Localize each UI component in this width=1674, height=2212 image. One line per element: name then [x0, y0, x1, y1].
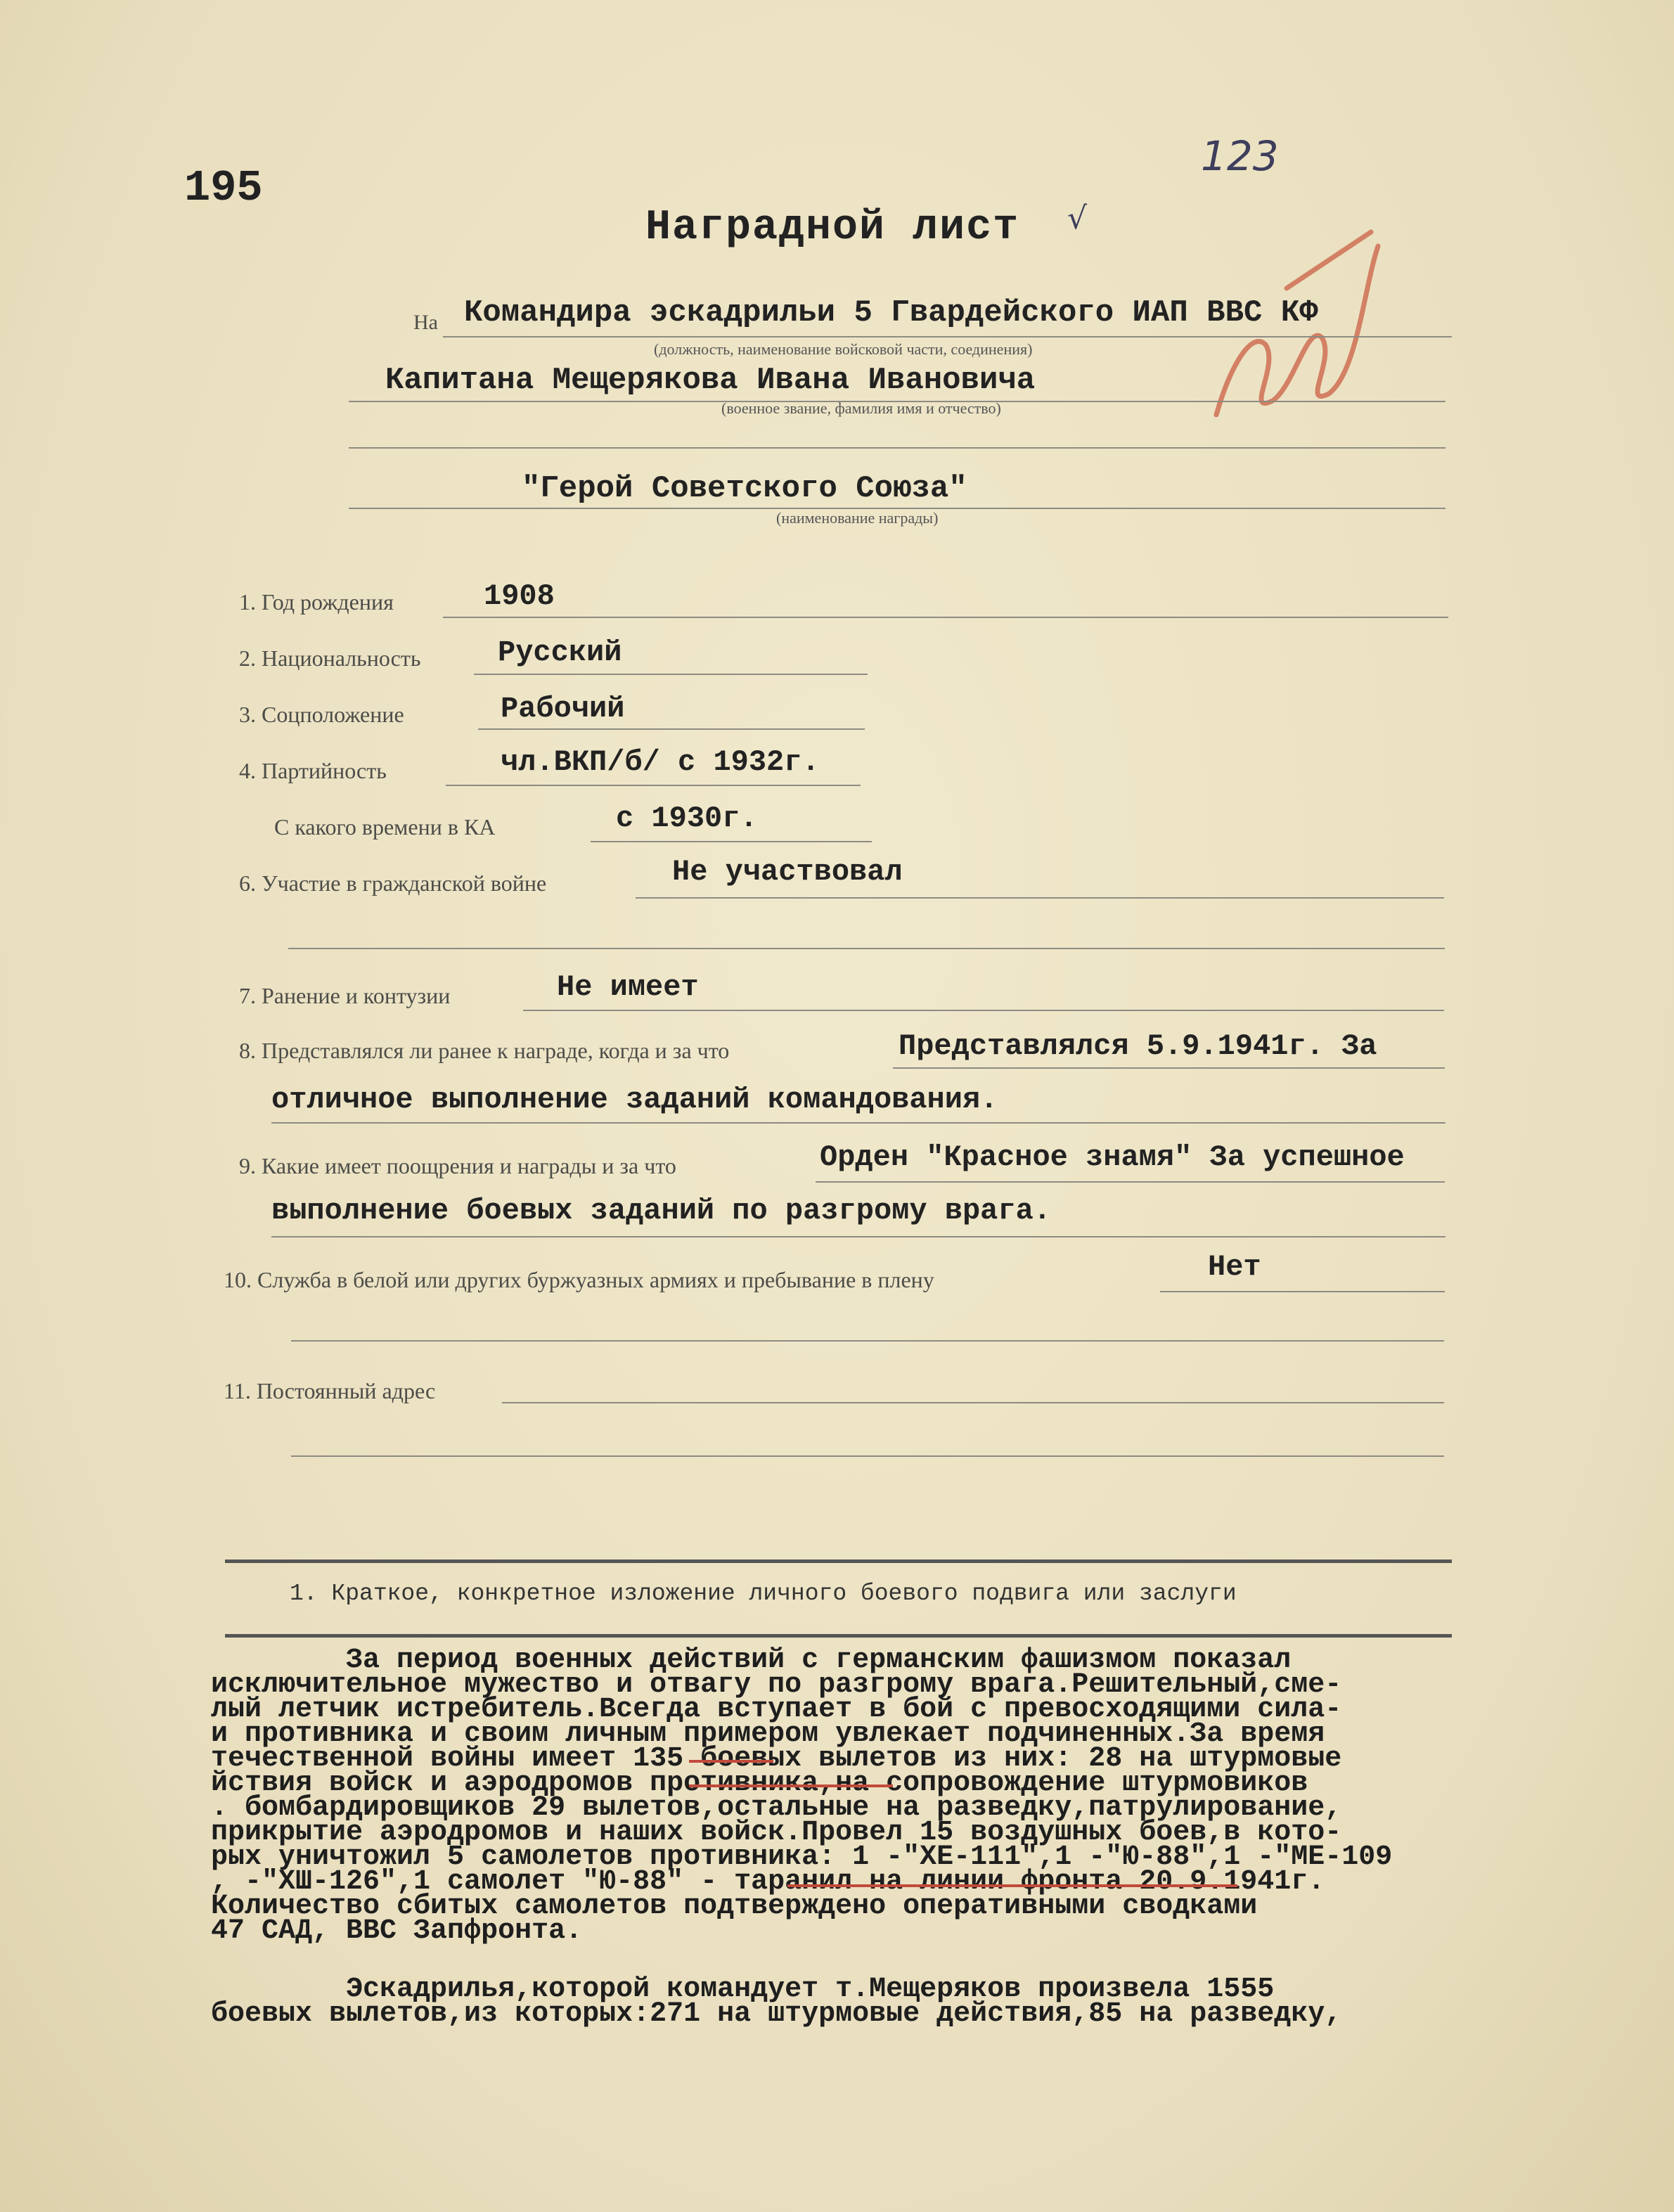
- section-heading: 1. Краткое, конкретное изложение личного боевого подвига или заслуги: [290, 1581, 1237, 1607]
- position-underline: [443, 336, 1452, 337]
- narrative-line: прикрытие аэродромов и наших войск.Провел 15 воздушных боев,в кото-: [211, 1817, 1342, 1848]
- archive-number: 123: [1201, 132, 1279, 180]
- field-line-awards: [816, 1181, 1445, 1183]
- field-line-birth-year: [443, 617, 1448, 618]
- section-bottom-rule: [225, 1634, 1452, 1638]
- field-value-awards-2: выполнение боевых заданий по разгрому врага.: [271, 1194, 1051, 1228]
- field-line-address-2: [291, 1455, 1444, 1457]
- narrative-line: и противника и своим личным примером увлекает подчиненных.За время: [211, 1718, 1325, 1750]
- field-line-previous-award: [893, 1067, 1445, 1069]
- field-label-previous-award: 8. Представлялся ли ранее к награде, когда и за что: [239, 1038, 730, 1063]
- award-name: "Герой Советского Союза": [522, 471, 967, 506]
- field-label-address: 11. Постоянный адрес: [224, 1378, 436, 1403]
- field-label-white-army: 10. Служба в белой или других буржуазных армиях и пребывание в плену: [224, 1267, 934, 1292]
- award-caption: (наименование награды): [776, 509, 939, 527]
- field-value-previous-award: Представлялся 5.9.1941г. За: [899, 1029, 1377, 1063]
- blank-line-1: [349, 447, 1446, 449]
- field-label-birth-year: 1. Год рождения: [239, 589, 394, 615]
- red-underline: [689, 1760, 773, 1763]
- narrative-line: течественной войны имеет 135 боевых вылетов из них: 28 на штурмовые: [211, 1743, 1342, 1775]
- section-top-rule: [225, 1560, 1452, 1563]
- page-number: 195: [184, 163, 263, 213]
- narrative-line: рых уничтожил 5 самолетов противника: 1 -"ХЕ-111",1 -"Ю-88",1 -"МЕ-109: [211, 1841, 1393, 1873]
- red-underline: [689, 1785, 893, 1787]
- field-label-social-status: 3. Соцположение: [239, 702, 404, 727]
- red-underline: [787, 1884, 1237, 1887]
- field-line-white-army-2: [291, 1340, 1444, 1342]
- narrative-line: исключительное мужество и отвагу по разгрому врага.Решительный,сме-: [211, 1669, 1342, 1701]
- narrative-line: Эскадрилья,которой командует т.Мещеряков произвела 1555: [211, 1974, 1275, 2005]
- recipient-name: Капитана Мещерякова Ивана Ивановича: [385, 363, 1036, 398]
- field-label-army-since: С какого времени в КА: [274, 814, 496, 840]
- field-line-address: [502, 1402, 1444, 1403]
- field-line-civil-war-2: [288, 948, 1445, 949]
- field-line-awards-2: [271, 1236, 1446, 1237]
- field-line-wounds: [523, 1010, 1444, 1011]
- field-label-civil-war: 6. Участие в гражданской войне: [239, 870, 547, 896]
- narrative-line: йствия войск и аэродромов противника,на сопровождение штурмовиков: [211, 1768, 1308, 1799]
- narrative-line: лый летчик истребитель.Всегда вступает в бой с превосходящими сила-: [211, 1694, 1342, 1725]
- field-line-white-army: [1160, 1291, 1445, 1292]
- field-value-civil-war: Не участвовал: [672, 855, 903, 889]
- field-line-social-status: [478, 728, 865, 730]
- field-value-party: чл.ВКП/б/ с 1932г.: [501, 745, 820, 779]
- field-value-previous-award-2: отличное выполнение заданий командования.: [271, 1083, 998, 1117]
- field-value-wounds: Не имеет: [557, 970, 699, 1004]
- check-mark: √: [1067, 200, 1088, 236]
- narrative-line: За период военных действий с германским фашизмом показал: [211, 1645, 1292, 1676]
- position-caption: (должность, наименование войсковой части, соединения): [654, 340, 1033, 358]
- field-value-white-army: Нет: [1208, 1250, 1261, 1284]
- field-line-army-since: [591, 841, 872, 842]
- narrative-line: 47 САД, ВВС Запфронта.: [211, 1915, 583, 1947]
- recipient-position: Командира эскадрильи 5 Гвардейского ИАП ВВС КФ: [464, 295, 1318, 330]
- field-label-party: 4. Партийность: [239, 758, 387, 783]
- field-label-awards: 9. Какие имеет поощрения и награды и за что: [239, 1153, 676, 1178]
- narrative-line: боевых вылетов,из которых:271 на штурмовые действия,85 на разведку,: [211, 1998, 1342, 2030]
- field-line-party: [446, 785, 861, 786]
- field-value-army-since: с 1930г.: [616, 802, 758, 835]
- narrative-line: . бомбардировщиков 29 вылетов,остальные на разведку,патрулирование,: [211, 1792, 1342, 1824]
- field-label-nationality: 2. Национальность: [239, 645, 421, 671]
- field-label-wounds: 7. Ранение и контузии: [239, 983, 451, 1008]
- field-value-nationality: Русский: [498, 636, 622, 669]
- recipient-prefix: На: [413, 311, 438, 334]
- field-value-awards: Орден "Красное знамя" За успешное: [820, 1140, 1405, 1174]
- field-value-birth-year: 1908: [484, 579, 555, 613]
- field-value-social-status: Рабочий: [501, 692, 625, 726]
- narrative-line: , -"ХШ-126",1 самолет "Ю-88" - таранил на линии фронта 20.9.1941г.: [211, 1866, 1325, 1898]
- name-caption: (военное звание, фамилия имя и отчество): [721, 399, 1001, 417]
- field-line-nationality: [474, 674, 868, 675]
- field-line-civil-war: [636, 897, 1444, 899]
- page-title: Наградной лист: [645, 204, 1020, 252]
- narrative-line: Количество сбитых самолетов подтверждено оперативными сводками: [211, 1891, 1258, 1922]
- field-line-previous-award-2: [271, 1122, 1446, 1124]
